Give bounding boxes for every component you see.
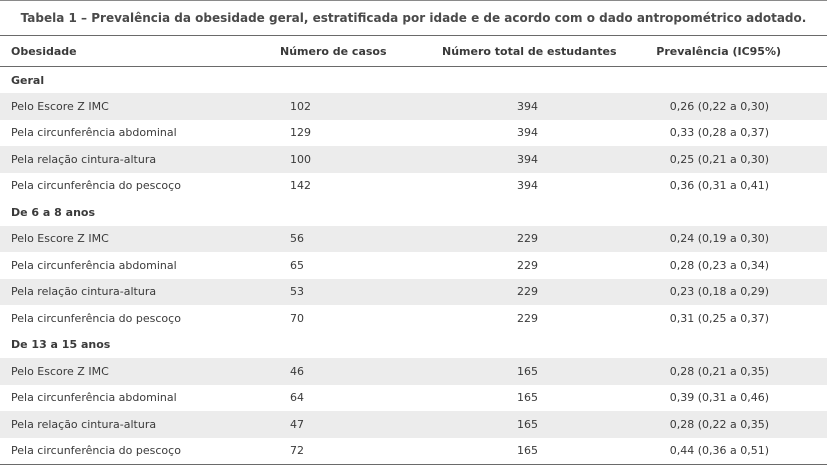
table-header-row (0, 36, 827, 67)
cell-cases: 64 (290, 391, 304, 405)
table-row (0, 120, 827, 147)
row-label: Pela relação cintura-altura (11, 152, 157, 166)
cell-cases: 129 (290, 126, 311, 140)
cell-cases: 56 (290, 232, 304, 246)
cell-prevalence: 0,31 (0,25 a 0,37) (669, 311, 769, 325)
cell-prevalence: 0,28 (0,21 a 0,35) (669, 364, 769, 378)
cell-cases: 65 (290, 258, 304, 272)
cell-total: 394 (517, 99, 538, 113)
table-row (0, 385, 827, 412)
cell-prevalence: 0,39 (0,31 a 0,46) (669, 391, 769, 405)
table-row (0, 358, 827, 385)
cell-total: 394 (517, 152, 538, 166)
cell-total: 165 (517, 391, 538, 405)
row-label: Pela circunferência abdominal (11, 391, 177, 405)
group-title: Geral (11, 73, 45, 87)
table-row (0, 252, 827, 279)
cell-prevalence: 0,36 (0,31 a 0,41) (669, 179, 769, 193)
cell-prevalence: 0,24 (0,19 a 0,30) (669, 232, 769, 246)
cell-prevalence: 0,26 (0,22 a 0,30) (669, 99, 769, 113)
row-label: Pela circunferência do pescoço (11, 444, 181, 457)
cell-cases: 53 (290, 285, 304, 299)
cell-prevalence: 0,28 (0,22 a 0,35) (669, 417, 769, 431)
row-label: Pela relação cintura-altura (11, 417, 157, 431)
group-header-row (0, 199, 827, 226)
cell-total: 229 (517, 232, 538, 246)
row-label: Pela circunferência abdominal (11, 126, 177, 140)
cell-total: 165 (517, 417, 538, 431)
table-row (0, 279, 827, 306)
header-numero-casos: Número de casos (280, 44, 387, 58)
row-label: Pela circunferência do pescoço (11, 311, 181, 325)
cell-prevalence: 0,28 (0,23 a 0,34) (669, 258, 769, 272)
row-label: Pela relação cintura-altura (11, 285, 157, 299)
table-body (0, 67, 827, 465)
cell-prevalence: 0,23 (0,18 a 0,29) (669, 285, 769, 299)
cell-prevalence: 0,25 (0,21 a 0,30) (669, 152, 769, 166)
group-header-row (0, 67, 827, 94)
table-caption: Tabela 1 – Prevalência da obesidade geral, estratificada por idade e de acordo com o dado antropométrico adotado. (0, 0, 827, 35)
cell-total: 165 (517, 444, 538, 457)
group-header-row (0, 332, 827, 359)
table-row (0, 146, 827, 173)
cell-total: 229 (517, 258, 538, 272)
cell-total: 229 (517, 285, 538, 299)
header-prevalencia: Prevalência (IC95%) (656, 44, 781, 58)
cell-total: 394 (517, 179, 538, 193)
cell-cases: 142 (290, 179, 311, 193)
cell-total: 394 (517, 126, 538, 140)
row-label: Pela circunferência abdominal (11, 258, 177, 272)
cell-cases: 102 (290, 99, 311, 113)
cell-total: 229 (517, 311, 538, 325)
cell-cases: 72 (290, 444, 304, 457)
row-label: Pelo Escore Z IMC (11, 364, 109, 378)
row-label: Pela circunferência do pescoço (11, 179, 181, 193)
cell-cases: 46 (290, 364, 304, 378)
header-obesidade: Obesidade (11, 44, 77, 58)
group-title: De 13 a 15 anos (11, 338, 111, 352)
table-row (0, 93, 827, 120)
table-row (0, 438, 827, 465)
row-label: Pelo Escore Z IMC (11, 232, 109, 246)
table-row (0, 411, 827, 438)
cell-cases: 100 (290, 152, 311, 166)
row-label: Pelo Escore Z IMC (11, 99, 109, 113)
table-row (0, 305, 827, 332)
group-title: De 6 a 8 anos (11, 205, 95, 219)
cell-prevalence: 0,33 (0,28 a 0,37) (669, 126, 769, 140)
cell-prevalence: 0,44 (0,36 a 0,51) (669, 444, 769, 457)
prevalence-table (0, 35, 827, 465)
cell-cases: 47 (290, 417, 304, 431)
header-numero-total: Número total de estudantes (442, 44, 617, 58)
table-row (0, 226, 827, 253)
cell-cases: 70 (290, 311, 304, 325)
table-row (0, 173, 827, 200)
cell-total: 165 (517, 364, 538, 378)
